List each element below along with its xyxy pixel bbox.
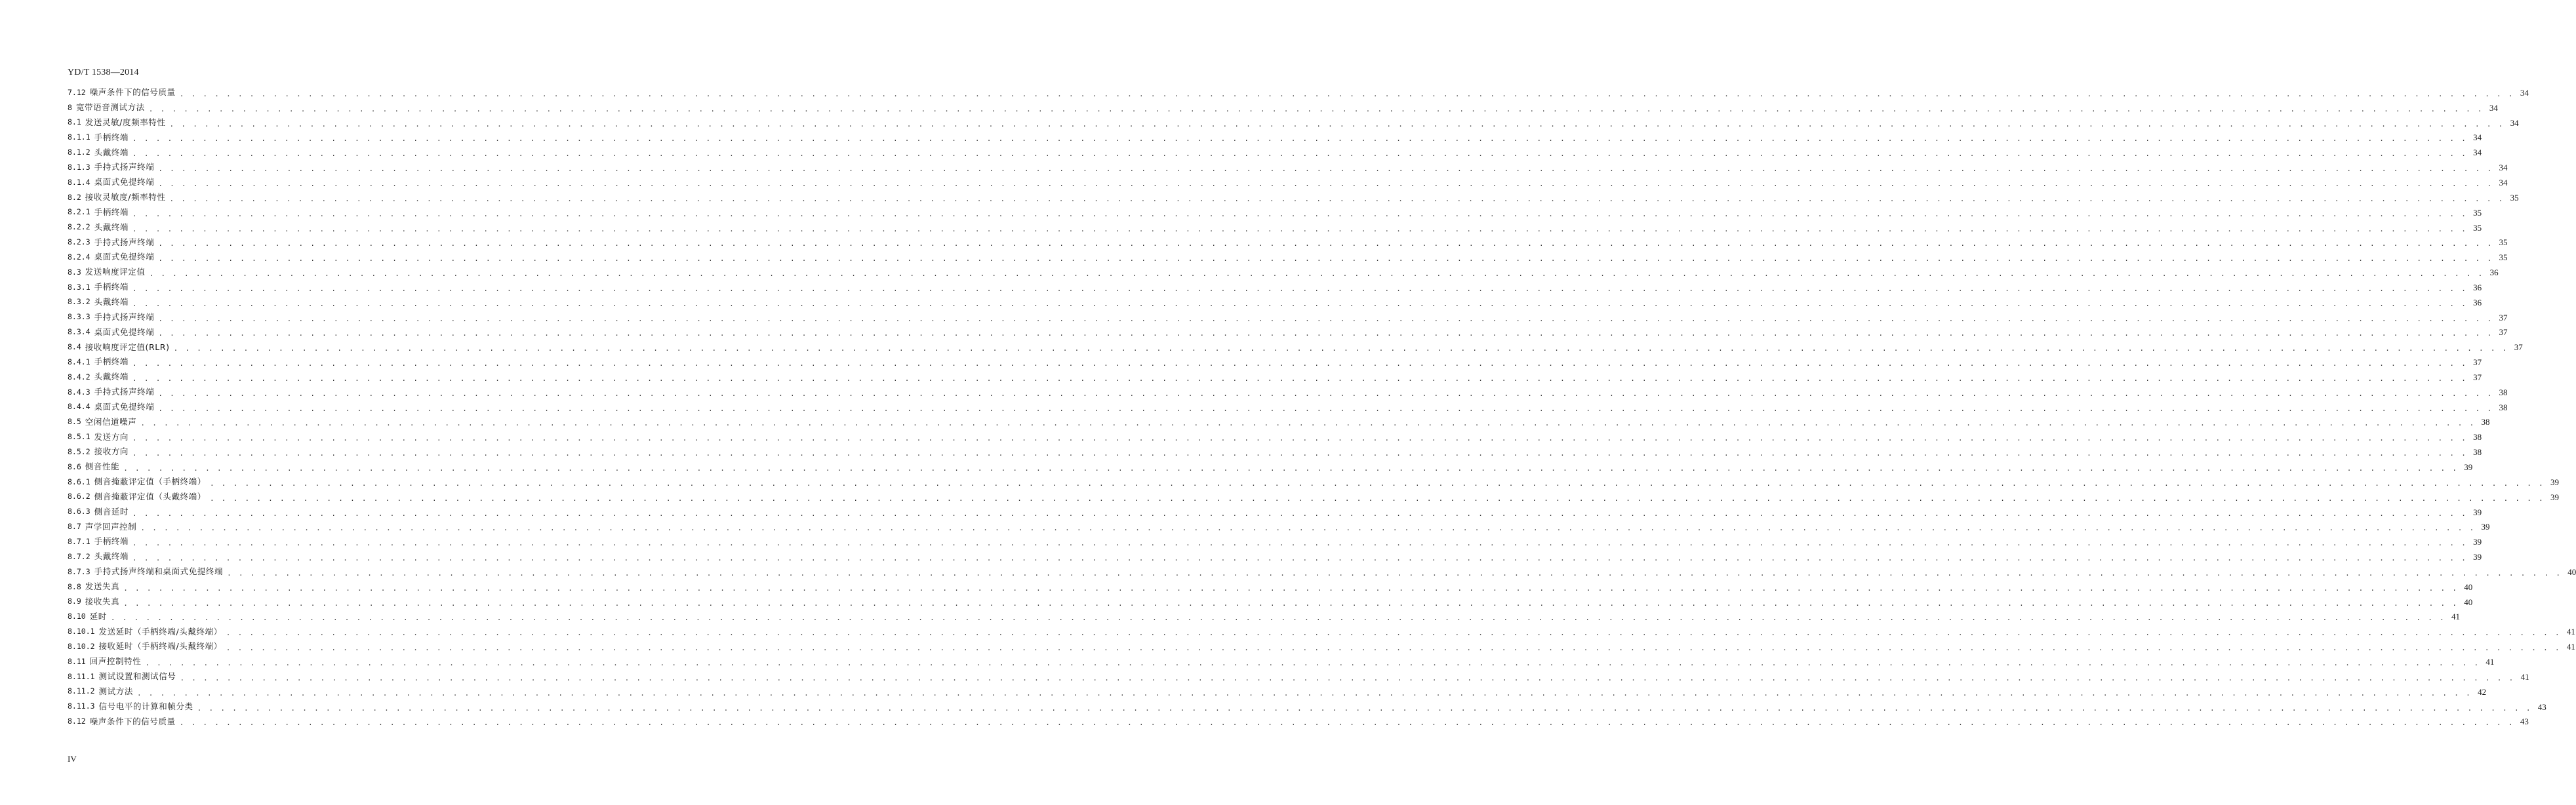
toc-entry[interactable] [68,205,2482,220]
toc-entry[interactable] [68,610,2461,625]
toc-entry-page-number: 37 [2473,357,2482,368]
toc-entry[interactable] [68,654,2495,669]
toc-entry[interactable] [68,624,2575,639]
toc-entry[interactable] [68,310,2508,325]
toc-entry-title: 接收延时（手柄终端/头戴终端） [98,641,222,652]
toc-entry-number: 8.5 [68,417,81,427]
toc-entry-page-number: 34 [2499,177,2508,187]
toc-entry[interactable] [68,340,2523,355]
toc-entry[interactable] [68,534,2482,549]
toc-entry[interactable] [68,669,2529,684]
toc-entry-title: 噪声条件下的信号质量 [89,87,176,98]
toc-entry-title: 桌面式免提终端 [94,401,155,412]
toc-entry-number: 8.1 [68,117,81,127]
toc-entry-page-number: 39 [2550,477,2560,487]
toc-entry-title: 侧音掩蔽评定值（头戴终端） [94,491,206,501]
toc-entry[interactable] [68,519,2490,534]
toc-entry-title: 信号电平的计算和帧分类 [98,701,193,711]
dot-leader: . . . . . . . . . . . . . . . . . . . . . . . . . . . . . . . . . . . . . . . . . . . . . . . . . . . . . . . . . . . . . . . . . . . . . . . . . . . . . . . . . . . . . . . . . . . . . . . . . . . . . . . . . . . . . . . . . . . . . . . . . . . . . . . . . . . . . . . . . . . . . . . . . . . . . . . . . . . . . . . . . . . . . . . . . . . . . . . . . . . . . . . . . . . . . . . . . . . . . . . . [226,644,2561,653]
toc-entry-page-number: 35 [2510,192,2519,203]
toc-entry-title: 接收失真 [85,596,120,606]
toc-entry[interactable] [68,280,2482,295]
toc-entry-number: 8.4 [68,342,81,352]
toc-entry-page-number: 37 [2499,327,2508,338]
toc-entry-number: 8.4.2 [68,372,91,382]
toc-entry-page-number: 34 [2510,117,2519,128]
toc-entry-page-number: 34 [2473,132,2482,143]
toc-entry-page-number: 39 [2464,462,2473,473]
toc-entry-number: 7.12 [68,87,86,97]
toc-entry-page-number: 40 [2567,566,2576,577]
toc-entry-number: 8.2.2 [68,222,91,232]
document-id-header: YD/T 1538—2014 [68,68,139,77]
dot-leader: . . . . . . . . . . . . . . . . . . . . . . . . . . . . . . . . . . . . . . . . . . . . . . . . . . . . . . . . . . . . . . . . . . . . . . . . . . . . . . . . . . . . . . . . . . . . . . . . . . . . . . . . . . . . . . . . . . . . . . . . . . . . . . . . . . . . . . . . . . . . . . . . . . . . . . . . . . . . . . . . . . . . . . . . . . . . . . . . . . . . . . . . . . . . . . . . . . . . . . . . [180,673,2515,682]
toc-entry[interactable] [68,295,2482,310]
dot-leader: . . . . . . . . . . . . . . . . . . . . . . . . . . . . . . . . . . . . . . . . . . . . . . . . . . . . . . . . . . . . . . . . . . . . . . . . . . . . . . . . . . . . . . . . . . . . . . . . . . . . . . . . . . . . . . . . . . . . . . . . . . . . . . . . . . . . . . . . . . . . . . . . . . . . . . . . . . . . . . . . . . . . . . . . . . . . . . . . . . . . . . . . . . . . . . . . . . . . . . . . [209,494,2545,503]
dot-leader: . . . . . . . . . . . . . . . . . . . . . . . . . . . . . . . . . . . . . . . . . . . . . . . . . . . . . . . . . . . . . . . . . . . . . . . . . . . . . . . . . . . . . . . . . . . . . . . . . . . . . . . . . . . . . . . . . . . . . . . . . . . . . . . . . . . . . . . . . . . . . . . . . . . . . . . . . . . . . . . . . . . . . . . . . . . . . . . . . . . . . . . . . . . . . . . . . . . . . . . . [132,134,2468,144]
toc-entry-title: 发送延时（手柄终端/头戴终端） [98,626,222,637]
dot-leader: . . . . . . . . . . . . . . . . . . . . . . . . . . . . . . . . . . . . . . . . . . . . . . . . . . . . . . . . . . . . . . . . . . . . . . . . . . . . . . . . . . . . . . . . . . . . . . . . . . . . . . . . . . . . . . . . . . . . . . . . . . . . . . . . . . . . . . . . . . . . . . . . . . . . . . . . . . . . . . . . . . . . . . . . . . . . . . . . . . . . . . . . . . . . . . . . . . . . . . . . [132,374,2468,383]
toc-entry-number: 8.11.1 [68,671,95,681]
dot-leader: . . . . . . . . . . . . . . . . . . . . . . . . . . . . . . . . . . . . . . . . . . . . . . . . . . . . . . . . . . . . . . . . . . . . . . . . . . . . . . . . . . . . . . . . . . . . . . . . . . . . . . . . . . . . . . . . . . . . . . . . . . . . . . . . . . . . . . . . . . . . . . . . . . . . . . . . . . . . . . . . . . . . . . . . . . . . . . . . . . . . . . . . . . . . . . . . . . . . . . . . [169,194,2505,203]
toc-entry-number: 8.5.1 [68,432,91,442]
toc-entry-number: 8.2.4 [68,252,91,262]
toc-entry-page-number: 36 [2489,267,2499,278]
toc-entry-number: 8.7 [68,522,81,532]
toc-entry[interactable] [68,100,2498,115]
dot-leader: . . . . . . . . . . . . . . . . . . . . . . . . . . . . . . . . . . . . . . . . . . . . . . . . . . . . . . . . . . . . . . . . . . . . . . . . . . . . . . . . . . . . . . . . . . . . . . . . . . . . . . . . . . . . . . . . . . . . . . . . . . . . . . . . . . . . . . . . . . . . . . . . . . . . . . . . . . . . . . . . . . . . . . . . . . . . . . . . . . . . . . . . . . . . . . . . . . . . . . . . [132,449,2468,458]
toc-entry-title: 测试方法 [98,686,133,696]
toc-entry-number: 8.2.1 [68,207,91,217]
toc-entry-title: 回声控制特性 [89,656,142,667]
toc-entry-title: 手持式扬声终端 [94,387,155,397]
dot-leader: . . . . . . . . . . . . . . . . . . . . . . . . . . . . . . . . . . . . . . . . . . . . . . . . . . . . . . . . . . . . . . . . . . . . . . . . . . . . . . . . . . . . . . . . . . . . . . . . . . . . . . . . . . . . . . . . . . . . . . . . . . . . . . . . . . . . . . . . . . . . . . . . . . . . . . . . . . . . . . . . . . . . . . . . . . . . . . . . . . . . . . . . . . . . . . . . . . . . . . . . [158,254,2493,264]
toc-entry-number: 8.7.2 [68,551,91,561]
dot-leader: . . . . . . . . . . . . . . . . . . . . . . . . . . . . . . . . . . . . . . . . . . . . . . . . . . . . . . . . . . . . . . . . . . . . . . . . . . . . . . . . . . . . . . . . . . . . . . . . . . . . . . . . . . . . . . . . . . . . . . . . . . . . . . . . . . . . . . . . . . . . . . . . . . . . . . . . . . . . . . . . . . . . . . . . . . . . . . . . . . . . . . . . . . . . . . . . . . . . . . . . [110,614,2446,623]
dot-leader: . . . . . . . . . . . . . . . . . . . . . . . . . . . . . . . . . . . . . . . . . . . . . . . . . . . . . . . . . . . . . . . . . . . . . . . . . . . . . . . . . . . . . . . . . . . . . . . . . . . . . . . . . . . . . . . . . . . . . . . . . . . . . . . . . . . . . . . . . . . . . . . . . . . . . . . . . . . . . . . . . . . . . . . . . . . . . . . . . . . . . . . . . . . . . . . . . . . . . . . . [132,359,2468,368]
toc-entry-page-number: 39 [2473,552,2482,562]
toc-entry-number: 8.11.2 [68,686,95,696]
toc-entry-number: 8.6.2 [68,492,91,501]
toc-entry-number: 8.3.3 [68,312,91,322]
toc-entry-title: 侧音延时 [94,506,129,517]
toc-entry-title: 侧音性能 [85,461,120,472]
toc-entry-number: 8.3 [68,267,81,277]
toc-entry[interactable] [68,235,2508,250]
toc-entry-title: 手柄终端 [94,206,129,217]
toc-entry-title: 手柄终端 [94,536,129,547]
toc-entry-number: 8.10.1 [68,627,95,637]
dot-leader: . . . . . . . . . . . . . . . . . . . . . . . . . . . . . . . . . . . . . . . . . . . . . . . . . . . . . . . . . . . . . . . . . . . . . . . . . . . . . . . . . . . . . . . . . . . . . . . . . . . . . . . . . . . . . . . . . . . . . . . . . . . . . . . . . . . . . . . . . . . . . . . . . . . . . . . . . . . . . . . . . . . . . . . . . . . . . . . . . . . . . . . . . . . . . . . . . . . . . . . . [140,524,2476,533]
toc-entry[interactable] [68,714,2529,729]
toc-entry-title: 头戴终端 [94,296,129,307]
dot-leader: . . . . . . . . . . . . . . . . . . . . . . . . . . . . . . . . . . . . . . . . . . . . . . . . . . . . . . . . . . . . . . . . . . . . . . . . . . . . . . . . . . . . . . . . . . . . . . . . . . . . . . . . . . . . . . . . . . . . . . . . . . . . . . . . . . . . . . . . . . . . . . . . . . . . . . . . . . . . . . . . . . . . . . . . . . . . . . . . . . . . . . . . . . . . . . . . . . . . . . . . [197,703,2532,713]
toc-entry-title: 桌面式免提终端 [94,177,155,187]
toc-entry-title: 声学回声控制 [85,521,137,532]
toc-entry[interactable] [68,220,2482,235]
toc-entry-page-number: 34 [2473,147,2482,158]
toc-entry-number: 8.12 [68,717,86,726]
toc-entry[interactable] [68,190,2519,205]
toc-entry[interactable] [68,460,2473,475]
dot-leader: . . . . . . . . . . . . . . . . . . . . . . . . . . . . . . . . . . . . . . . . . . . . . . . . . . . . . . . . . . . . . . . . . . . . . . . . . . . . . . . . . . . . . . . . . . . . . . . . . . . . . . . . . . . . . . . . . . . . . . . . . . . . . . . . . . . . . . . . . . . . . . . . . . . . . . . . . . . . . . . . . . . . . . . . . . . . . . . . . . . . . . . . . . . . . . . . . . . . . . . . [227,568,2562,578]
dot-leader: . . . . . . . . . . . . . . . . . . . . . . . . . . . . . . . . . . . . . . . . . . . . . . . . . . . . . . . . . . . . . . . . . . . . . . . . . . . . . . . . . . . . . . . . . . . . . . . . . . . . . . . . . . . . . . . . . . . . . . . . . . . . . . . . . . . . . . . . . . . . . . . . . . . . . . . . . . . . . . . . . . . . . . . . . . . . . . . . . . . . . . . . . . . . . . . . . . . . . . . . [173,344,2508,353]
toc-entry-title: 手持式扬声终端和桌面式免提终端 [94,566,224,577]
toc-entry-title: 头戴终端 [94,372,129,382]
toc-entry[interactable] [68,699,2546,715]
toc-entry[interactable] [68,145,2482,160]
toc-entry-page-number: 38 [2473,447,2482,458]
dot-leader: . . . . . . . . . . . . . . . . . . . . . . . . . . . . . . . . . . . . . . . . . . . . . . . . . . . . . . . . . . . . . . . . . . . . . . . . . . . . . . . . . . . . . . . . . . . . . . . . . . . . . . . . . . . . . . . . . . . . . . . . . . . . . . . . . . . . . . . . . . . . . . . . . . . . . . . . . . . . . . . . . . . . . . . . . . . . . . . . . . . . . . . . . . . . . . . . . . . . . . . . [132,554,2468,563]
page-number-footer: IV [68,754,77,764]
toc-entry-number: 8.6 [68,461,81,471]
dot-leader: . . . . . . . . . . . . . . . . . . . . . . . . . . . . . . . . . . . . . . . . . . . . . . . . . . . . . . . . . . . . . . . . . . . . . . . . . . . . . . . . . . . . . . . . . . . . . . . . . . . . . . . . . . . . . . . . . . . . . . . . . . . . . . . . . . . . . . . . . . . . . . . . . . . . . . . . . . . . . . . . . . . . . . . . . . . . . . . . . . . . . . . . . . . . . . . . . . . . . . . . [179,718,2514,728]
toc-entry-number: 8.11 [68,656,86,666]
toc-entry[interactable] [68,175,2508,190]
toc-entry-page-number: 36 [2473,282,2482,292]
toc-entry-page-number: 39 [2473,537,2482,547]
toc-entry-title: 噪声条件下的信号质量 [89,716,176,726]
toc-entry-page-number: 38 [2499,387,2508,397]
toc-entry-title: 空闲信道噪声 [85,416,137,427]
dot-leader: . . . . . . . . . . . . . . . . . . . . . . . . . . . . . . . . . . . . . . . . . . . . . . . . . . . . . . . . . . . . . . . . . . . . . . . . . . . . . . . . . . . . . . . . . . . . . . . . . . . . . . . . . . . . . . . . . . . . . . . . . . . . . . . . . . . . . . . . . . . . . . . . . . . . . . . . . . . . . . . . . . . . . . . . . . . . . . . . . . . . . . . . . . . . . . . . . . . . . . . . [132,284,2468,293]
toc-entry-page-number: 36 [2473,297,2482,307]
toc-entry[interactable] [68,579,2473,595]
toc-entry-number: 8.5.2 [68,446,91,456]
toc-entry-number: 8.6.3 [68,507,91,517]
toc-entry[interactable] [68,130,2482,146]
toc-entry-title: 头戴终端 [94,551,129,562]
toc-entry[interactable] [68,429,2482,444]
toc-entry[interactable] [68,444,2482,460]
toc-entry-title: 发送失真 [85,581,120,592]
toc-entry[interactable] [68,684,2487,699]
toc-entry-title: 发送灵敏/度频率特性 [85,117,166,127]
toc-entry-title: 延时 [89,611,107,621]
toc-entry-number: 8.3.1 [68,282,91,292]
dot-leader: . . . . . . . . . . . . . . . . . . . . . . . . . . . . . . . . . . . . . . . . . . . . . . . . . . . . . . . . . . . . . . . . . . . . . . . . . . . . . . . . . . . . . . . . . . . . . . . . . . . . . . . . . . . . . . . . . . . . . . . . . . . . . . . . . . . . . . . . . . . . . . . . . . . . . . . . . . . . . . . . . . . . . . . . . . . . . . . . . . . . . . . . . . . . . . . . . . . . . . . . [158,389,2493,398]
dot-leader: . . . . . . . . . . . . . . . . . . . . . . . . . . . . . . . . . . . . . . . . . . . . . . . . . . . . . . . . . . . . . . . . . . . . . . . . . . . . . . . . . . . . . . . . . . . . . . . . . . . . . . . . . . . . . . . . . . . . . . . . . . . . . . . . . . . . . . . . . . . . . . . . . . . . . . . . . . . . . . . . . . . . . . . . . . . . . . . . . . . . . . . . . . . . . . . . . . . . . . . . [179,89,2514,98]
toc-entry-page-number: 38 [2473,432,2482,442]
dot-leader: . . . . . . . . . . . . . . . . . . . . . . . . . . . . . . . . . . . . . . . . . . . . . . . . . . . . . . . . . . . . . . . . . . . . . . . . . . . . . . . . . . . . . . . . . . . . . . . . . . . . . . . . . . . . . . . . . . . . . . . . . . . . . . . . . . . . . . . . . . . . . . . . . . . . . . . . . . . . . . . . . . . . . . . . . . . . . . . . . . . . . . . . . . . . . . . . . . . . . . . . [158,314,2493,323]
toc-entry-page-number: 43 [2520,717,2529,727]
dot-leader: . . . . . . . . . . . . . . . . . . . . . . . . . . . . . . . . . . . . . . . . . . . . . . . . . . . . . . . . . . . . . . . . . . . . . . . . . . . . . . . . . . . . . . . . . . . . . . . . . . . . . . . . . . . . . . . . . . . . . . . . . . . . . . . . . . . . . . . . . . . . . . . . . . . . . . . . . . . . . . . . . . . . . . . . . . . . . . . . . . . . . . . . . . . . . . . . . . . . . . . . [158,404,2493,413]
dot-leader: . . . . . . . . . . . . . . . . . . . . . . . . . . . . . . . . . . . . . . . . . . . . . . . . . . . . . . . . . . . . . . . . . . . . . . . . . . . . . . . . . . . . . . . . . . . . . . . . . . . . . . . . . . . . . . . . . . . . . . . . . . . . . . . . . . . . . . . . . . . . . . . . . . . . . . . . . . . . . . . . . . . . . . . . . . . . . . . . . . . . . . . . . . . . . . . . . . . . . . . . [169,119,2505,128]
toc-entry-number: 8.4.4 [68,402,91,412]
dot-leader: . . . . . . . . . . . . . . . . . . . . . . . . . . . . . . . . . . . . . . . . . . . . . . . . . . . . . . . . . . . . . . . . . . . . . . . . . . . . . . . . . . . . . . . . . . . . . . . . . . . . . . . . . . . . . . . . . . . . . . . . . . . . . . . . . . . . . . . . . . . . . . . . . . . . . . . . . . . . . . . . . . . . . . . . . . . . . . . . . . . . . . . . . . . . . . . . . . . . . . . . [158,179,2493,188]
toc-entry-page-number: 39 [2481,522,2490,532]
toc-entry-page-number: 37 [2473,372,2482,382]
toc-entry-title: 桌面式免提终端 [94,252,155,262]
toc-entry[interactable] [68,160,2508,175]
dot-leader: . . . . . . . . . . . . . . . . . . . . . . . . . . . . . . . . . . . . . . . . . . . . . . . . . . . . . . . . . . . . . . . . . . . . . . . . . . . . . . . . . . . . . . . . . . . . . . . . . . . . . . . . . . . . . . . . . . . . . . . . . . . . . . . . . . . . . . . . . . . . . . . . . . . . . . . . . . . . . . . . . . . . . . . . . . . . . . . . . . . . . . . . . . . . . . . . . . . . . . . . [132,299,2468,308]
toc-entry-number: 8.1.3 [68,162,91,172]
dot-leader: . . . . . . . . . . . . . . . . . . . . . . . . . . . . . . . . . . . . . . . . . . . . . . . . . . . . . . . . . . . . . . . . . . . . . . . . . . . . . . . . . . . . . . . . . . . . . . . . . . . . . . . . . . . . . . . . . . . . . . . . . . . . . . . . . . . . . . . . . . . . . . . . . . . . . . . . . . . . . . . . . . . . . . . . . . . . . . . . . . . . . . . . . . . . . . . . . . . . . . . . [158,165,2493,174]
toc-entry[interactable] [68,400,2508,415]
dot-leader: . . . . . . . . . . . . . . . . . . . . . . . . . . . . . . . . . . . . . . . . . . . . . . . . . . . . . . . . . . . . . . . . . . . . . . . . . . . . . . . . . . . . . . . . . . . . . . . . . . . . . . . . . . . . . . . . . . . . . . . . . . . . . . . . . . . . . . . . . . . . . . . . . . . . . . . . . . . . . . . . . . . . . . . . . . . . . . . . . . . . . . . . . . . . . . . . . . . . . . . . [132,149,2468,159]
toc-entry[interactable] [68,639,2575,654]
toc-entry[interactable] [68,370,2482,385]
toc-entry-page-number: 35 [2473,207,2482,218]
toc-entry[interactable] [68,265,2499,280]
dot-leader: . . . . . . . . . . . . . . . . . . . . . . . . . . . . . . . . . . . . . . . . . . . . . . . . . . . . . . . . . . . . . . . . . . . . . . . . . . . . . . . . . . . . . . . . . . . . . . . . . . . . . . . . . . . . . . . . . . . . . . . . . . . . . . . . . . . . . . . . . . . . . . . . . . . . . . . . . . . . . . . . . . . . . . . . . . . . . . . . . . . . . . . . . . . . . . . . . . . . . . . . [136,688,2472,697]
toc-entry-title: 接收方向 [94,446,129,457]
toc-entry-page-number: 41 [2566,642,2575,652]
toc-entry-title: 侧音掩蔽评定值（手柄终端） [94,477,206,487]
toc-entry-number: 8.4.3 [68,387,91,397]
dot-leader: . . . . . . . . . . . . . . . . . . . . . . . . . . . . . . . . . . . . . . . . . . . . . . . . . . . . . . . . . . . . . . . . . . . . . . . . . . . . . . . . . . . . . . . . . . . . . . . . . . . . . . . . . . . . . . . . . . . . . . . . . . . . . . . . . . . . . . . . . . . . . . . . . . . . . . . . . . . . . . . . . . . . . . . . . . . . . . . . . . . . . . . . . . . . . . . . . . . . . . . . [123,583,2459,593]
toc-entry[interactable] [68,115,2519,130]
toc-entry[interactable] [68,355,2482,370]
toc-entry[interactable] [68,505,2482,520]
toc-entry[interactable] [68,385,2508,400]
toc-entry-title: 测试设置和测试信号 [98,671,176,682]
toc-entry-page-number: 37 [2499,312,2508,323]
toc-entry-number: 8.3.2 [68,297,91,307]
toc-entry-page-number: 34 [2489,102,2498,113]
toc-entry-title: 宽带语音测试方法 [75,102,145,113]
toc-entry-page-number: 40 [2464,581,2473,592]
toc-entry[interactable] [68,415,2490,430]
toc-entry-number: 8.6.1 [68,477,91,486]
toc-entry-page-number: 39 [2473,507,2482,517]
toc-entry-number: 8.10.2 [68,641,95,651]
toc-entry[interactable] [68,325,2508,340]
toc-entry[interactable] [68,250,2508,265]
toc-entry-page-number: 35 [2499,237,2508,248]
dot-leader: . . . . . . . . . . . . . . . . . . . . . . . . . . . . . . . . . . . . . . . . . . . . . . . . . . . . . . . . . . . . . . . . . . . . . . . . . . . . . . . . . . . . . . . . . . . . . . . . . . . . . . . . . . . . . . . . . . . . . . . . . . . . . . . . . . . . . . . . . . . . . . . . . . . . . . . . . . . . . . . . . . . . . . . . . . . . . . . . . . . . . . . . . . . . . . . . . . . . . . . . [123,599,2459,608]
toc-entry-title: 手持式扬声终端 [94,162,155,172]
toc-entry-title: 手持式扬声终端 [94,237,155,247]
toc-entry-title: 手柄终端 [94,132,129,142]
toc-entry-number: 8.4.1 [68,357,91,366]
toc-entry-number: 8.7.1 [68,536,91,546]
toc-entry-title: 发送方向 [94,431,129,442]
toc-entry-number: 8.1.2 [68,147,91,157]
toc-entry-page-number: 41 [2451,612,2461,622]
toc-entry[interactable] [68,475,2560,490]
toc-entry-page-number: 38 [2499,402,2508,412]
toc-entry-title: 桌面式免提终端 [94,326,155,337]
toc-entry-title: 接收灵敏度/频率特性 [85,192,166,203]
toc-entry-page-number: 41 [2566,627,2575,637]
toc-entry-page-number: 35 [2473,222,2482,233]
toc-entry-title: 手柄终端 [94,282,129,292]
toc-entry-title: 手柄终端 [94,357,129,367]
toc-entry-page-number: 43 [2537,701,2546,712]
toc-entry-number: 8.3.4 [68,327,91,337]
toc-entry-number: 8.2.3 [68,237,91,247]
toc-entry[interactable] [68,595,2473,610]
toc-entry-page-number: 42 [2478,686,2487,697]
toc-entry-number: 8.2 [68,192,81,202]
toc-entry-page-number: 38 [2481,417,2490,427]
toc-entry[interactable] [68,564,2576,579]
dot-leader: . . . . . . . . . . . . . . . . . . . . . . . . . . . . . . . . . . . . . . . . . . . . . . . . . . . . . . . . . . . . . . . . . . . . . . . . . . . . . . . . . . . . . . . . . . . . . . . . . . . . . . . . . . . . . . . . . . . . . . . . . . . . . . . . . . . . . . . . . . . . . . . . . . . . . . . . . . . . . . . . . . . . . . . . . . . . . . . . . . . . . . . . . . . . . . . . . . . . . . . . [226,629,2561,638]
toc-entry-number: 8.1.4 [68,177,91,187]
dot-leader: . . . . . . . . . . . . . . . . . . . . . . . . . . . . . . . . . . . . . . . . . . . . . . . . . . . . . . . . . . . . . . . . . . . . . . . . . . . . . . . . . . . . . . . . . . . . . . . . . . . . . . . . . . . . . . . . . . . . . . . . . . . . . . . . . . . . . . . . . . . . . . . . . . . . . . . . . . . . . . . . . . . . . . . . . . . . . . . . . . . . . . . . . . . . . . . . . . . . . . . . [132,539,2468,548]
dot-leader: . . . . . . . . . . . . . . . . . . . . . . . . . . . . . . . . . . . . . . . . . . . . . . . . . . . . . . . . . . . . . . . . . . . . . . . . . . . . . . . . . . . . . . . . . . . . . . . . . . . . . . . . . . . . . . . . . . . . . . . . . . . . . . . . . . . . . . . . . . . . . . . . . . . . . . . . . . . . . . . . . . . . . . . . . . . . . . . . . . . . . . . . . . . . . . . . . . . . . . . . [132,209,2468,218]
dot-leader: . . . . . . . . . . . . . . . . . . . . . . . . . . . . . . . . . . . . . . . . . . . . . . . . . . . . . . . . . . . . . . . . . . . . . . . . . . . . . . . . . . . . . . . . . . . . . . . . . . . . . . . . . . . . . . . . . . . . . . . . . . . . . . . . . . . . . . . . . . . . . . . . . . . . . . . . . . . . . . . . . . . . . . . . . . . . . . . . . . . . . . . . . . . . . . . . . . . . . . . . [132,434,2468,443]
toc-entry-number: 8.11.3 [68,701,95,711]
toc-entry-title: 手持式扬声终端 [94,311,155,322]
toc-entry-number: 8.9 [68,597,81,606]
toc-entry-title: 头戴终端 [94,147,129,157]
dot-leader: . . . . . . . . . . . . . . . . . . . . . . . . . . . . . . . . . . . . . . . . . . . . . . . . . . . . . . . . . . . . . . . . . . . . . . . . . . . . . . . . . . . . . . . . . . . . . . . . . . . . . . . . . . . . . . . . . . . . . . . . . . . . . . . . . . . . . . . . . . . . . . . . . . . . . . . . . . . . . . . . . . . . . . . . . . . . . . . . . . . . . . . . . . . . . . . . . . . . . . . . [140,419,2476,428]
toc-entry-page-number: 41 [2520,671,2529,682]
dot-leader: . . . . . . . . . . . . . . . . . . . . . . . . . . . . . . . . . . . . . . . . . . . . . . . . . . . . . . . . . . . . . . . . . . . . . . . . . . . . . . . . . . . . . . . . . . . . . . . . . . . . . . . . . . . . . . . . . . . . . . . . . . . . . . . . . . . . . . . . . . . . . . . . . . . . . . . . . . . . . . . . . . . . . . . . . . . . . . . . . . . . . . . . . . . . . . . . . . . . . . . . [158,239,2493,248]
dot-leader: . . . . . . . . . . . . . . . . . . . . . . . . . . . . . . . . . . . . . . . . . . . . . . . . . . . . . . . . . . . . . . . . . . . . . . . . . . . . . . . . . . . . . . . . . . . . . . . . . . . . . . . . . . . . . . . . . . . . . . . . . . . . . . . . . . . . . . . . . . . . . . . . . . . . . . . . . . . . . . . . . . . . . . . . . . . . . . . . . . . . . . . . . . . . . . . . . . . . . . . . [158,329,2493,338]
dot-leader: . . . . . . . . . . . . . . . . . . . . . . . . . . . . . . . . . . . . . . . . . . . . . . . . . . . . . . . . . . . . . . . . . . . . . . . . . . . . . . . . . . . . . . . . . . . . . . . . . . . . . . . . . . . . . . . . . . . . . . . . . . . . . . . . . . . . . . . . . . . . . . . . . . . . . . . . . . . . . . . . . . . . . . . . . . . . . . . . . . . . . . . . . . . . . . . . . . . . . . . . [123,464,2459,473]
toc-entry-page-number: 40 [2464,597,2473,607]
toc-entry-page-number: 34 [2499,163,2508,173]
dot-leader: . . . . . . . . . . . . . . . . . . . . . . . . . . . . . . . . . . . . . . . . . . . . . . . . . . . . . . . . . . . . . . . . . . . . . . . . . . . . . . . . . . . . . . . . . . . . . . . . . . . . . . . . . . . . . . . . . . . . . . . . . . . . . . . . . . . . . . . . . . . . . . . . . . . . . . . . . . . . . . . . . . . . . . . . . . . . . . . . . . . . . . . . . . . . . . . . . . . . . . . . [149,269,2484,279]
toc-entry-page-number: 35 [2499,252,2508,263]
table-of-contents [68,85,2576,729]
toc-entry-number: 8.1.1 [68,132,91,142]
toc-entry-number: 8.8 [68,581,81,591]
toc-entry-page-number: 41 [2485,656,2495,667]
dot-leader: . . . . . . . . . . . . . . . . . . . . . . . . . . . . . . . . . . . . . . . . . . . . . . . . . . . . . . . . . . . . . . . . . . . . . . . . . . . . . . . . . . . . . . . . . . . . . . . . . . . . . . . . . . . . . . . . . . . . . . . . . . . . . . . . . . . . . . . . . . . . . . . . . . . . . . . . . . . . . . . . . . . . . . . . . . . . . . . . . . . . . . . . . . . . . . . . . . . . . . . . [145,658,2480,667]
toc-entry[interactable] [68,85,2529,100]
dot-leader: . . . . . . . . . . . . . . . . . . . . . . . . . . . . . . . . . . . . . . . . . . . . . . . . . . . . . . . . . . . . . . . . . . . . . . . . . . . . . . . . . . . . . . . . . . . . . . . . . . . . . . . . . . . . . . . . . . . . . . . . . . . . . . . . . . . . . . . . . . . . . . . . . . . . . . . . . . . . . . . . . . . . . . . . . . . . . . . . . . . . . . . . . . . . . . . . . . . . . . . . [209,479,2545,488]
dot-leader: . . . . . . . . . . . . . . . . . . . . . . . . . . . . . . . . . . . . . . . . . . . . . . . . . . . . . . . . . . . . . . . . . . . . . . . . . . . . . . . . . . . . . . . . . . . . . . . . . . . . . . . . . . . . . . . . . . . . . . . . . . . . . . . . . . . . . . . . . . . . . . . . . . . . . . . . . . . . . . . . . . . . . . . . . . . . . . . . . . . . . . . . . . . . . . . . . . . . . . . . [148,104,2484,113]
dot-leader: . . . . . . . . . . . . . . . . . . . . . . . . . . . . . . . . . . . . . . . . . . . . . . . . . . . . . . . . . . . . . . . . . . . . . . . . . . . . . . . . . . . . . . . . . . . . . . . . . . . . . . . . . . . . . . . . . . . . . . . . . . . . . . . . . . . . . . . . . . . . . . . . . . . . . . . . . . . . . . . . . . . . . . . . . . . . . . . . . . . . . . . . . . . . . . . . . . . . . . . . [132,509,2468,518]
toc-entry-title: 接收响度评定值(RLR) [85,342,170,352]
toc-entry-title: 发送响度评定值 [85,267,146,277]
toc-entry-page-number: 34 [2520,87,2529,98]
toc-entry[interactable] [68,490,2560,505]
toc-entry-number: 8 [68,102,72,112]
dot-leader: . . . . . . . . . . . . . . . . . . . . . . . . . . . . . . . . . . . . . . . . . . . . . . . . . . . . . . . . . . . . . . . . . . . . . . . . . . . . . . . . . . . . . . . . . . . . . . . . . . . . . . . . . . . . . . . . . . . . . . . . . . . . . . . . . . . . . . . . . . . . . . . . . . . . . . . . . . . . . . . . . . . . . . . . . . . . . . . . . . . . . . . . . . . . . . . . . . . . . . . . [132,224,2468,233]
toc-entry[interactable] [68,549,2482,564]
toc-entry-number: 8.10 [68,612,86,621]
toc-entry-page-number: 39 [2550,492,2560,502]
toc-entry-number: 8.7.3 [68,566,91,576]
toc-entry-page-number: 37 [2514,342,2523,353]
toc-entry-title: 头戴终端 [94,222,129,232]
